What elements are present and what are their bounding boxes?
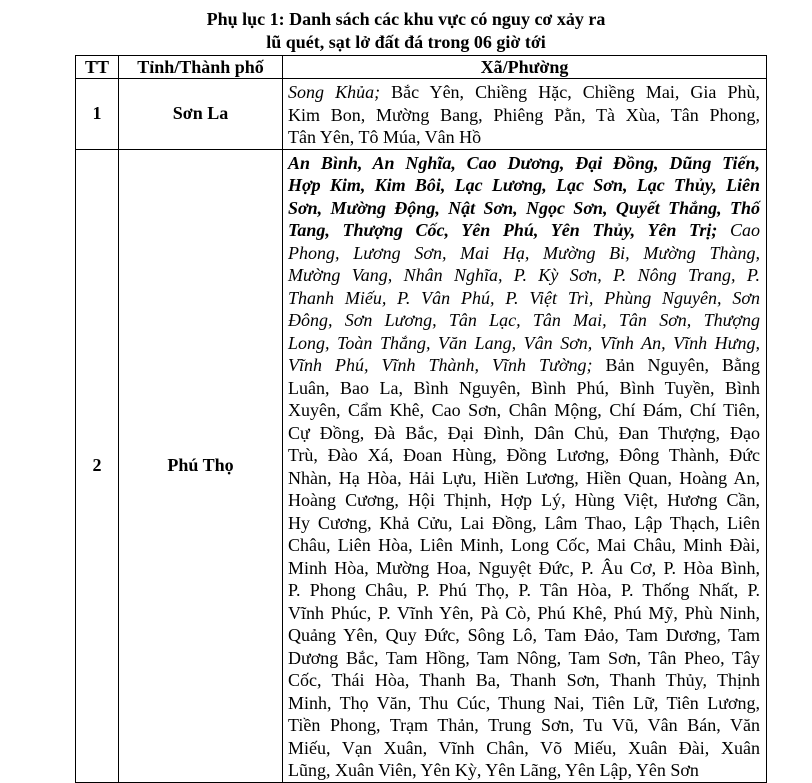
ward-line	[288, 444, 760, 467]
ward-names-italic: Phong, Lương Sơn, Mai Hạ, Mường Bi, Mường Thàng,	[288, 242, 760, 263]
ward-names-regular: Châu, Liên Hòa, Liên Minh, Long Cốc, Mai Châu, Minh Đài,	[288, 535, 760, 555]
ward-line	[288, 759, 760, 782]
ward-line	[288, 104, 760, 127]
ward-names-regular: Bắc Yên, Chiềng Hặc, Chiềng Mai, Gia Phù,	[380, 82, 761, 102]
ward-line	[288, 287, 760, 310]
ward-names-regular: P. Phong Châu, P. Phú Thọ, P. Tân Hòa, P. Thống Nhất, P.	[288, 580, 760, 600]
ward-line	[288, 512, 760, 535]
ward-names-regular: Tân Yên, Tô Múa, Vân Hồ	[288, 127, 482, 147]
ward-names-regular: Cốc, Thái Hòa, Thanh Ba, Thanh Sơn, Thanh Thủy, Thịnh	[288, 670, 760, 690]
province-name: Phú Thọ	[119, 149, 283, 782]
row-number: 2	[76, 149, 119, 782]
ward-line	[288, 467, 760, 490]
ward-names-regular: Hoàng Cương, Hội Thịnh, Hợp Lý, Hùng Việt, Hương Cần,	[288, 490, 760, 510]
ward-names-regular: Tiền Phong, Trạm Thản, Trung Sơn, Tu Vũ, Vân Bán, Văn	[288, 715, 760, 735]
document-title-line-2: lũ quét, sạt lở đất đá trong 06 giờ tới	[266, 32, 546, 52]
ward-line	[288, 714, 760, 737]
ward-line	[288, 264, 760, 287]
ward-names-bold-italic: An Bình, An Nghĩa, Cao Dương, Đại Đồng, Dũng Tiến,	[288, 152, 760, 173]
ward-names-bold-italic: Sơn, Mường Động, Nật Sơn, Ngọc Sơn, Quyết Thắng, Thố	[288, 197, 760, 218]
ward-line	[288, 647, 760, 670]
ward-line	[288, 377, 760, 400]
ward-line	[288, 624, 760, 647]
ward-line	[288, 422, 760, 445]
table-row	[76, 149, 767, 782]
ward-names-regular: Kim Bon, Mường Bang, Phiêng Pằn, Tà Xùa, Tân Phong,	[288, 104, 760, 125]
ward-line	[288, 534, 760, 557]
ward-line	[288, 332, 760, 355]
ward-names-regular: Vĩnh Phúc, P. Vĩnh Yên, Pà Cò, Phú Khê, Phú Mỹ, Phù Ninh,	[288, 602, 760, 623]
ward-names-regular: Hy Cương, Khả Cửu, Lai Đồng, Lâm Thao, Lập Thạch, Liên	[288, 512, 760, 533]
ward-names-regular: Minh, Thọ Văn, Thu Cúc, Thung Nai, Tiên Lữ, Tiên Lương,	[288, 692, 760, 713]
risk-area-table	[75, 55, 767, 783]
ward-line	[288, 602, 760, 625]
ward-names-italic: Đông, Sơn Lương, Tân Lạc, Tân Mai, Tân Sơn, Thượng	[288, 310, 760, 330]
header-wards: Xã/Phường	[283, 56, 767, 79]
ward-line	[288, 737, 760, 760]
row-number: 1	[76, 79, 119, 150]
ward-line	[288, 219, 760, 242]
ward-line	[288, 579, 760, 602]
ward-names-italic: Mường Vang, Nhân Nghĩa, P. Kỳ Sơn, P. Nông Trang, P.	[288, 265, 760, 285]
ward-line	[288, 354, 760, 377]
ward-names-regular: Dương Bắc, Tam Hồng, Tam Nông, Tam Sơn, Tân Pheo, Tây	[288, 647, 760, 668]
ward-names-regular: Nhàn, Hạ Hòa, Hải Lựu, Hiền Lương, Hiền Quan, Hoàng An,	[288, 467, 760, 488]
ward-names-regular: Cự Đồng, Đà Bắc, Đại Đình, Dân Chủ, Đan Thượng, Đạo	[288, 422, 760, 443]
table-header-row	[76, 56, 767, 79]
ward-names-italic: Long, Toàn Thắng, Văn Lang, Vân Sơn, Vĩnh An, Vĩnh Hưng,	[288, 332, 760, 353]
ward-line	[288, 242, 760, 265]
header-tt: TT	[76, 56, 119, 79]
ward-line	[288, 152, 760, 175]
ward-names-regular: Trù, Đào Xá, Đoan Hùng, Đồng Lương, Đông Thành, Đức	[288, 445, 760, 465]
ward-line	[288, 81, 760, 104]
province-name: Sơn La	[119, 79, 283, 150]
ward-names-regular: Quảng Yên, Quy Đức, Sông Lô, Tam Đảo, Tam Dương, Tam	[288, 625, 760, 645]
ward-names-regular: Bản Nguyên, Bằng	[592, 355, 760, 375]
ward-line	[288, 557, 760, 580]
ward-names-regular: Miếu, Vạn Xuân, Vĩnh Chân, Võ Miếu, Xuân Đài, Xuân	[288, 737, 760, 758]
ward-line	[288, 669, 760, 692]
ward-names-regular: Luân, Bao La, Bình Nguyên, Bình Phú, Bình Tuyền, Bình	[288, 377, 760, 398]
ward-line	[288, 197, 760, 220]
ward-line	[288, 309, 760, 332]
ward-line	[288, 126, 760, 149]
ward-list	[283, 149, 767, 782]
ward-names-regular: Xuyên, Cẩm Khê, Cao Sơn, Chân Mộng, Chí Đám, Chí Tiên,	[288, 400, 760, 420]
ward-list	[283, 79, 767, 150]
ward-names-italic: Song Khủa;	[288, 82, 381, 102]
ward-names-bold-italic: Tang, Thượng Cốc, Yên Phú, Yên Thủy, Yên Trị;	[288, 220, 718, 240]
ward-line	[288, 399, 760, 422]
ward-names-regular: Lũng, Xuân Viên, Yên Kỳ, Yên Lãng, Yên Lập, Yên Sơn	[288, 760, 699, 780]
ward-names-regular: Minh Hòa, Mường Hoa, Nguyệt Đức, P. Âu Cơ, P. Hòa Bình,	[288, 557, 760, 578]
ward-line	[288, 489, 760, 512]
document-title-line-1: Phụ lục 1: Danh sách các khu vực có nguy cơ xảy ra	[206, 9, 606, 29]
ward-names-italic: Cao	[717, 220, 760, 240]
ward-line	[288, 174, 760, 197]
ward-names-italic: Thanh Miếu, P. Vân Phú, P. Việt Trì, Phùng Nguyên, Sơn	[288, 287, 760, 308]
header-province: Tỉnh/Thành phố	[119, 56, 283, 79]
table-row	[76, 79, 767, 150]
ward-line	[288, 692, 760, 715]
ward-names-italic: Vĩnh Phú, Vĩnh Thành, Vĩnh Tường;	[288, 355, 593, 375]
ward-names-bold-italic: Hợp Kim, Kim Bôi, Lạc Lương, Lạc Sơn, Lạc Thủy, Liên	[288, 175, 760, 195]
